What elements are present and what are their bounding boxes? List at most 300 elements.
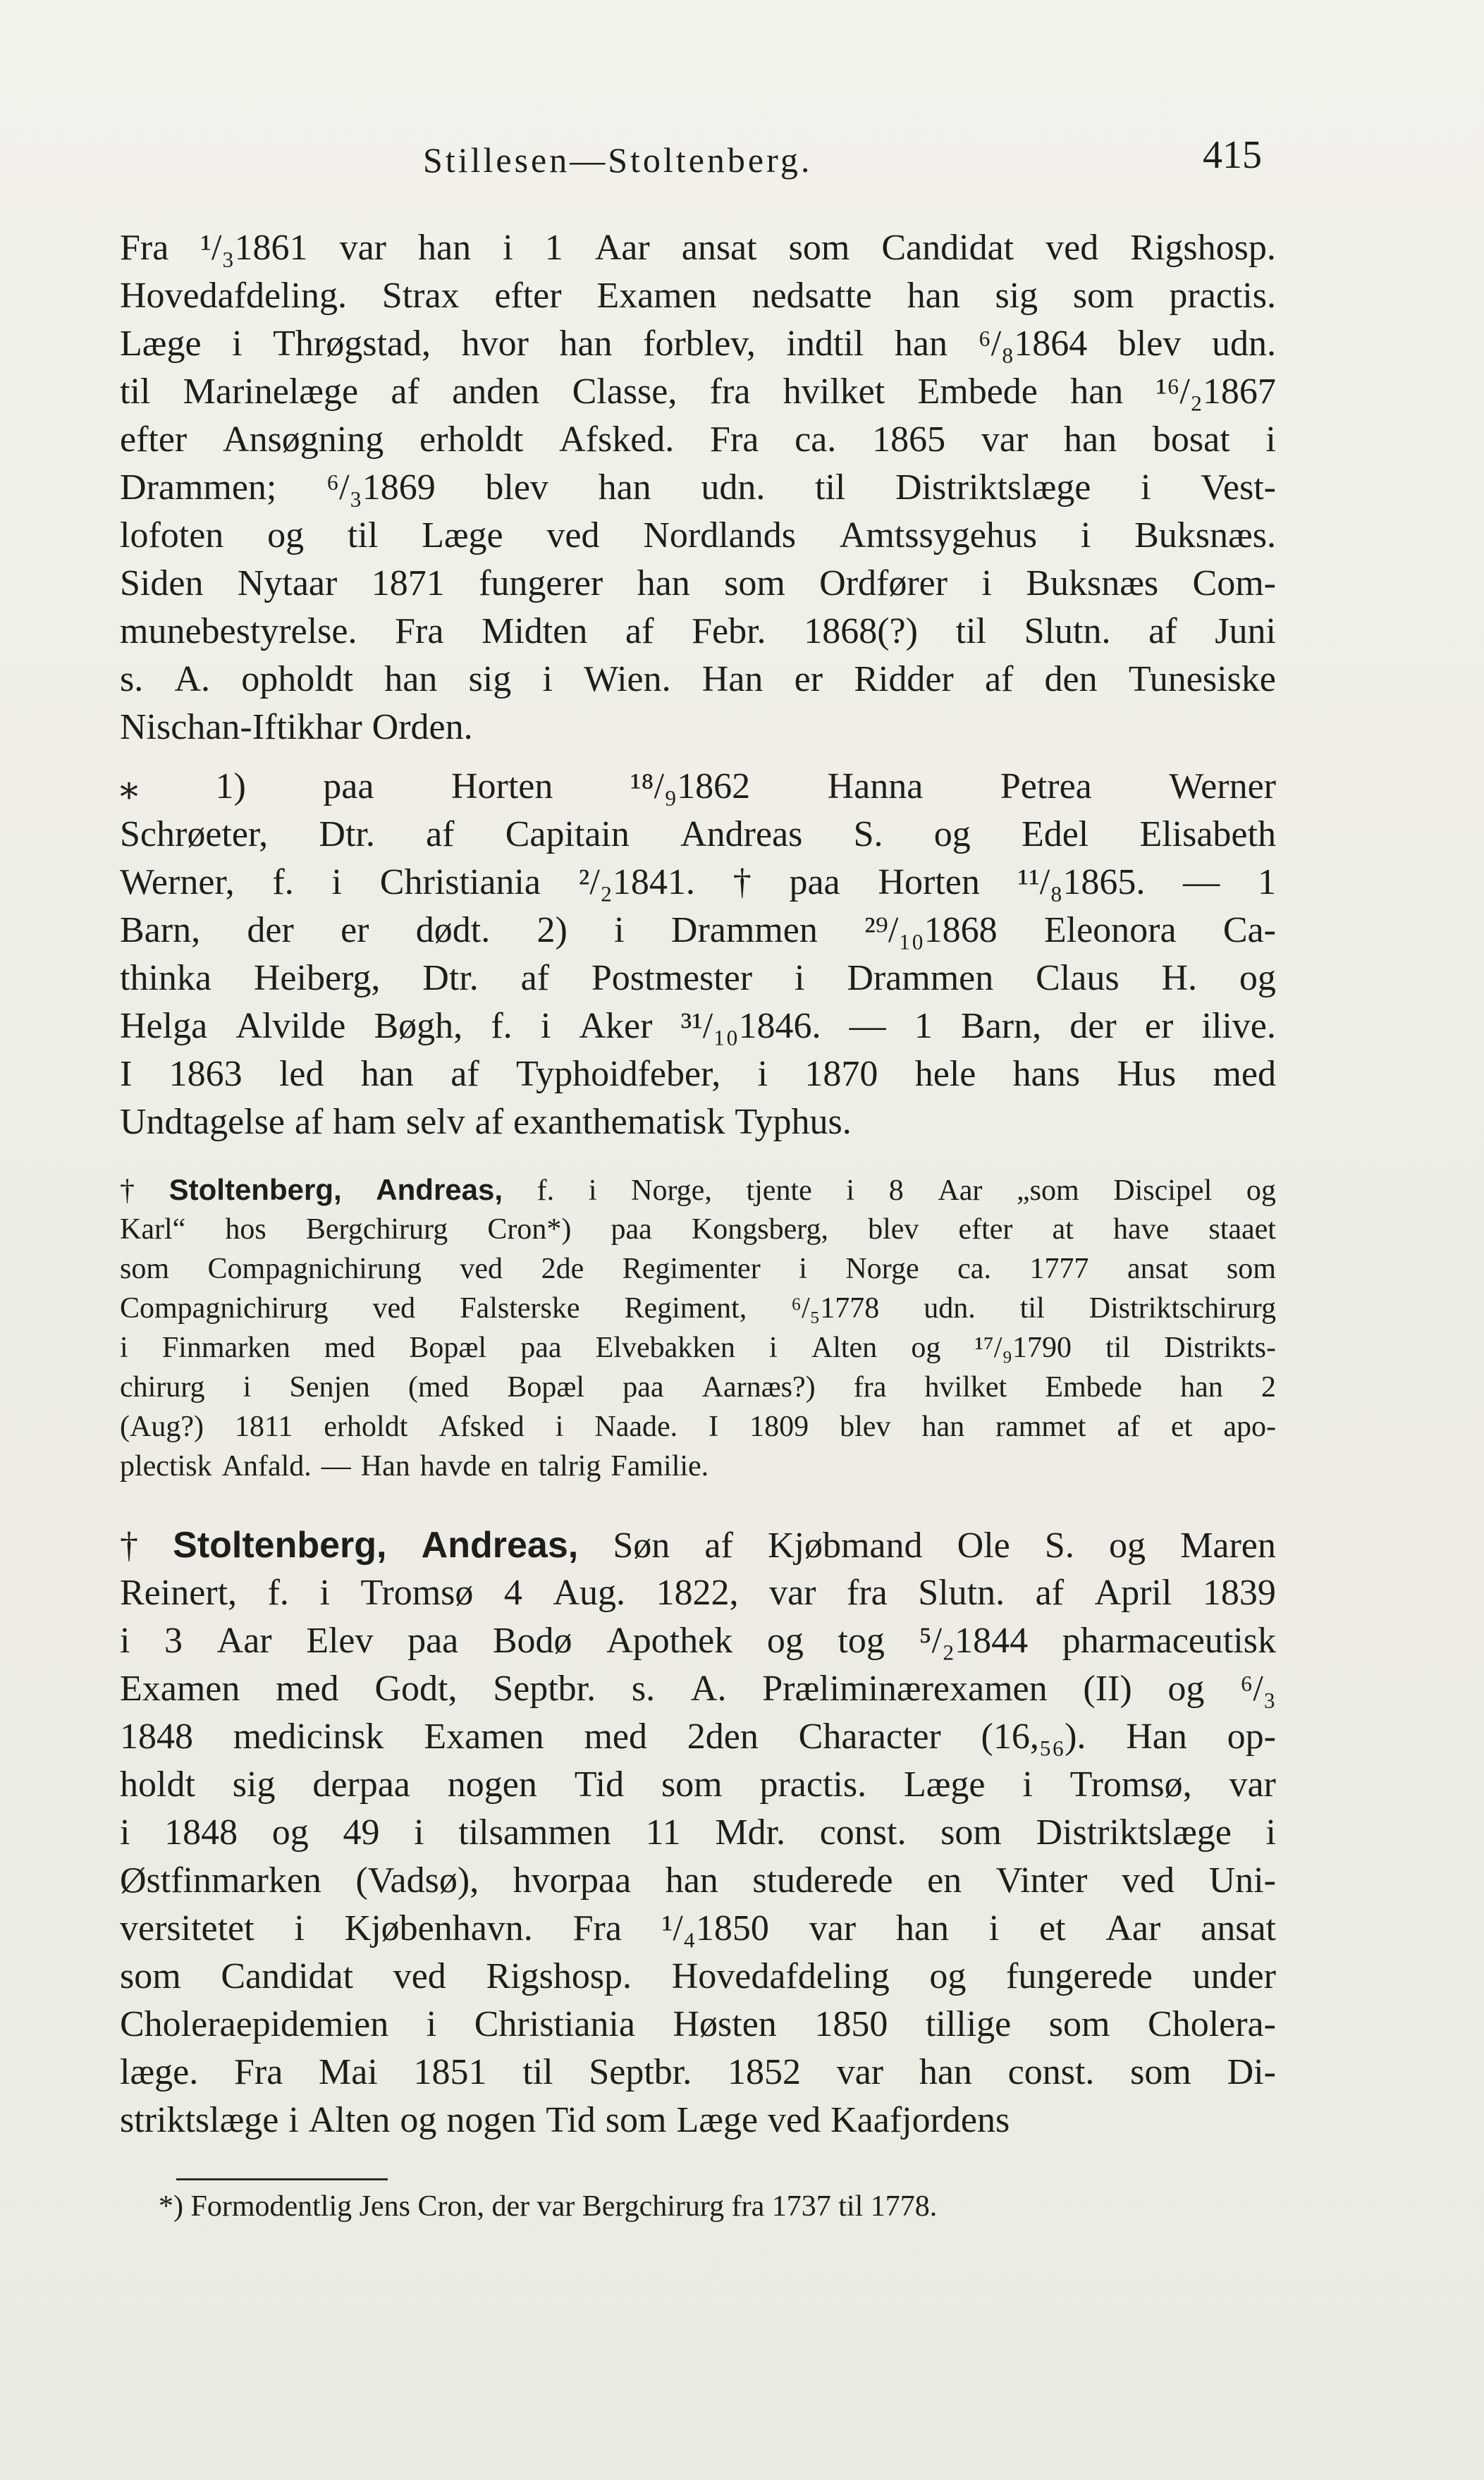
word: var — [339, 228, 386, 268]
word: han — [894, 324, 948, 364]
word: ved — [372, 1292, 416, 1325]
text-line — [120, 954, 1276, 1002]
word: Afsked. — [559, 419, 675, 460]
text-line — [120, 1521, 1276, 1569]
text-line — [120, 1809, 1276, 1857]
word: ilive. — [1201, 1006, 1276, 1046]
word: † — [120, 1526, 138, 1566]
word: apo- — [1223, 1411, 1276, 1443]
word: Buksnæs — [1026, 563, 1159, 603]
word: Distriktslæge — [1036, 1812, 1232, 1853]
word: han — [665, 1860, 718, 1901]
word: anden — [452, 372, 540, 412]
word: i — [799, 1253, 807, 1285]
word: i — [319, 1573, 330, 1613]
word: i — [555, 1411, 564, 1443]
word: Afsked — [439, 1411, 525, 1443]
word: Reinert, — [120, 1573, 238, 1613]
word: Nytaar — [237, 563, 338, 603]
word: var — [809, 1908, 857, 1948]
word: blev — [868, 1213, 919, 1246]
word: ⁵/₂1844 — [919, 1621, 1029, 1661]
word: fra — [847, 1573, 888, 1613]
word: og — [911, 1332, 941, 1364]
word: en — [927, 1860, 962, 1901]
word: Andreas — [680, 814, 803, 854]
word: Septbr. — [493, 1669, 596, 1709]
word: 1850 — [814, 2004, 888, 2044]
word: plectisk — [120, 1450, 212, 1483]
word: medicinsk — [233, 1717, 384, 1757]
word: Han — [701, 659, 764, 699]
word: Elev — [306, 1621, 374, 1661]
word: hans — [1012, 1054, 1080, 1094]
word: ¹⁶/₂1867 — [1155, 372, 1276, 412]
word: i — [988, 1908, 1000, 1948]
word: og — [271, 1812, 309, 1853]
text-line — [120, 859, 1276, 907]
word: i — [540, 1006, 551, 1046]
word: i — [1022, 1764, 1033, 1805]
word: † — [120, 1174, 135, 1207]
word: Tunesiske — [1128, 659, 1276, 699]
word: som — [605, 2100, 667, 2140]
word: Embede — [1045, 1371, 1142, 1404]
word: han — [1064, 419, 1117, 460]
text-line — [120, 1210, 1276, 1249]
word: sig — [232, 1764, 276, 1805]
word: Embede — [917, 372, 1038, 412]
word: Rigshosp. — [486, 1956, 632, 1996]
word: af — [294, 1102, 324, 1142]
word: Candidat — [881, 228, 1014, 268]
word: ⁶/₅1778 — [791, 1292, 880, 1325]
word: ³¹/₁₀1846. — [680, 1006, 821, 1046]
word: han — [598, 467, 651, 508]
word: sig — [468, 659, 512, 699]
footnote-divider — [176, 2178, 388, 2180]
word: 1868(?) — [804, 611, 918, 651]
word: Slutn. — [1024, 611, 1111, 651]
word: versitetet — [120, 1908, 255, 1948]
word: talrig — [538, 1450, 601, 1483]
word: 1809 — [749, 1411, 809, 1443]
text-line — [120, 704, 1276, 751]
word: Familie. — [611, 1450, 709, 1483]
word: 1 — [544, 228, 563, 268]
word: efter — [958, 1213, 1013, 1246]
word: Marinelæge — [183, 372, 359, 412]
word: og — [766, 1621, 804, 1661]
word: Norge, — [631, 1174, 712, 1207]
word: Han — [1126, 1717, 1187, 1757]
word: Wien. — [584, 659, 671, 699]
word: i — [1265, 419, 1276, 460]
word: s. — [631, 1669, 656, 1709]
entry-stoltenberg-andreas-elder — [120, 1170, 1276, 1486]
word: Choleraepidemien — [120, 2004, 389, 2044]
word: til — [1105, 1332, 1131, 1364]
word: fungerer — [479, 563, 603, 603]
word: 1811 — [234, 1411, 293, 1443]
word: I — [709, 1411, 719, 1443]
word: ¹⁷/₉1790 — [974, 1332, 1072, 1364]
word: havde — [419, 1450, 491, 1483]
word: opholdt — [241, 659, 354, 699]
word: af — [391, 372, 419, 412]
word: Schrøeter, — [120, 814, 269, 854]
word: Slutn. — [918, 1573, 1005, 1613]
word: han — [1180, 1371, 1223, 1404]
word: Nordlands — [643, 515, 796, 555]
word: Examen — [120, 1669, 240, 1709]
word: en — [501, 1450, 529, 1483]
word: erholdt — [419, 419, 524, 460]
word: 3 — [164, 1621, 183, 1661]
word: Kaafjordens — [830, 2100, 1010, 2140]
word: tilsammen — [458, 1812, 611, 1853]
word: nedsatte — [752, 276, 872, 316]
word: 1 — [914, 1006, 933, 1046]
word: April — [1094, 1573, 1172, 1613]
word: striktslæge — [120, 2100, 279, 2140]
word: nogen — [447, 1764, 537, 1805]
word: Nischan-Iftikhar — [120, 707, 362, 747]
word: udn. — [701, 467, 766, 508]
word: Han — [360, 1450, 410, 1483]
word: Christiania — [379, 862, 541, 902]
word: Ca- — [1222, 910, 1276, 950]
word: A. — [174, 659, 210, 699]
word: som — [1072, 276, 1134, 316]
word: Febr. — [692, 611, 766, 651]
word: af — [1117, 1411, 1141, 1443]
word: Rigshosp. — [1130, 228, 1276, 268]
text-line — [120, 763, 1276, 811]
word: som — [724, 563, 785, 603]
word: Werner, — [120, 862, 235, 902]
word: I — [120, 1054, 133, 1094]
word: ¹/₃1861 — [200, 228, 308, 268]
word: chirurg — [120, 1371, 205, 1404]
word: Tid — [574, 1764, 625, 1805]
word: Ridder — [854, 659, 954, 699]
word: i — [331, 862, 342, 902]
word: af — [450, 1054, 479, 1094]
word: (med — [407, 1371, 470, 1404]
word: Aarnæs?) — [701, 1371, 816, 1404]
word: Candidat — [221, 1956, 354, 1996]
word: med — [276, 1669, 339, 1709]
word: af — [1148, 611, 1177, 651]
word: Hus — [1117, 1054, 1177, 1094]
word: S. — [853, 814, 883, 854]
word: Edel — [1021, 814, 1089, 854]
word: 2 — [1261, 1371, 1276, 1404]
text-line — [120, 1617, 1276, 1665]
word: practis. — [1169, 276, 1276, 316]
word: — — [849, 1006, 886, 1046]
word: af — [426, 814, 455, 854]
word: i — [1265, 1812, 1276, 1853]
running-head: Stillesen—Stoltenberg. — [423, 140, 813, 180]
word: af — [625, 611, 654, 651]
word: Helga — [120, 1006, 208, 1046]
page-number: 415 — [1203, 133, 1262, 177]
word: der — [247, 910, 294, 950]
word: et — [1171, 1411, 1193, 1443]
word: paa — [520, 1332, 562, 1364]
word: 1848 — [120, 1717, 193, 1757]
word: Regimenter — [622, 1253, 761, 1285]
word: Eleonora — [1043, 910, 1177, 950]
word: den — [1044, 659, 1098, 699]
word: under — [1192, 1956, 1276, 1996]
word: hele — [914, 1054, 976, 1094]
text-line — [120, 2001, 1276, 2049]
word: munebestyrelse. — [120, 611, 357, 651]
word: til — [815, 467, 846, 508]
word: Aar — [594, 228, 650, 268]
word: fungerede — [1006, 1956, 1153, 1996]
word: Andreas, — [376, 1173, 503, 1206]
word: nogen — [446, 2100, 536, 2140]
text-line — [120, 1328, 1276, 1368]
word: tjente — [746, 1174, 812, 1207]
text-line — [120, 1170, 1276, 1210]
word: er — [1144, 1006, 1174, 1046]
word: Siden — [120, 563, 204, 603]
word: 2de — [541, 1253, 584, 1285]
word: i — [120, 1812, 130, 1853]
word: Aar — [216, 1621, 272, 1661]
word: Character — [798, 1717, 941, 1757]
word: udn. — [924, 1292, 976, 1325]
word: i — [503, 228, 513, 268]
word: Fra — [395, 611, 444, 651]
word: have — [1112, 1213, 1170, 1246]
word: Discipel — [1113, 1174, 1213, 1207]
text-line — [120, 416, 1276, 464]
word: i — [414, 1812, 424, 1853]
word: 2) — [536, 910, 568, 950]
word: Finmarken — [161, 1332, 290, 1364]
word: 1852 — [727, 2052, 801, 2092]
word: Kjøbmand — [767, 1526, 923, 1566]
word: Hovedafdeling — [671, 1956, 890, 1996]
word: blev — [1117, 324, 1182, 364]
word: Falsterske — [460, 1292, 580, 1325]
word: Fra — [572, 1908, 622, 1948]
word: S. — [1044, 1526, 1074, 1566]
text-line — [120, 1289, 1276, 1328]
word: 1777 — [1029, 1253, 1089, 1285]
text-line — [120, 1407, 1276, 1447]
word: Heiberg, — [253, 958, 381, 998]
word: Kongsberg, — [691, 1213, 828, 1246]
word: han — [921, 1411, 965, 1443]
word: (II) — [1083, 1669, 1132, 1709]
page-header — [120, 133, 1262, 189]
word: som — [120, 1253, 170, 1285]
word: ansat — [1201, 1908, 1276, 1948]
word: at — [1052, 1213, 1074, 1246]
word: og — [1246, 1174, 1276, 1207]
text-line — [120, 1713, 1276, 1761]
word: Bopæl — [409, 1332, 487, 1364]
word: Kjøbenhavn. — [344, 1908, 533, 1948]
word: f. — [267, 1573, 289, 1613]
word: Dtr. — [422, 958, 479, 998]
word: Di- — [1227, 2052, 1276, 2092]
word: 1) — [215, 766, 246, 806]
text-line — [120, 368, 1276, 416]
word: Drammen — [670, 910, 818, 950]
word: ⁶/₃1869 — [326, 467, 436, 508]
word: med — [584, 1717, 647, 1757]
word: i — [769, 1332, 778, 1364]
word: Typhoidfeber, — [516, 1054, 721, 1094]
word: tillige — [925, 2004, 1012, 2044]
word: blev — [485, 467, 548, 508]
word: ²⁹/₁₀1868 — [864, 910, 998, 950]
word: Postmester — [591, 958, 753, 998]
word: paa — [407, 1621, 459, 1661]
word: selv — [405, 1102, 465, 1142]
word: Distrikts- — [1164, 1332, 1276, 1364]
word: const. — [1007, 2052, 1095, 2092]
word: ⁶/₃ — [1240, 1669, 1276, 1709]
word: af — [520, 958, 550, 998]
word: Søn — [613, 1526, 670, 1566]
word: 49 — [343, 1812, 380, 1853]
word: i — [1141, 467, 1151, 508]
word: Aar — [938, 1174, 983, 1207]
word: Cholera- — [1148, 2004, 1276, 2044]
word: f. — [272, 862, 294, 902]
word: holdt — [120, 1764, 195, 1805]
word: Høsten — [673, 2004, 777, 2044]
word: Cron*) — [487, 1213, 572, 1246]
word: i — [981, 563, 992, 603]
word: 1822, — [656, 1573, 739, 1613]
word: f. — [491, 1006, 513, 1046]
word: han — [384, 659, 438, 699]
word: A. — [690, 1669, 727, 1709]
word: Bodø — [492, 1621, 572, 1661]
word: indtil — [786, 324, 864, 364]
footnote: *) Formodentlig Jens Cron, der var Bergchirurg fra 1737 til 1778. — [159, 2190, 938, 2223]
text-line — [120, 1447, 1276, 1486]
word: 1863 — [168, 1054, 243, 1094]
word: og — [933, 814, 971, 854]
word: exanthematisk — [513, 1102, 725, 1142]
word: sig — [995, 276, 1038, 316]
word: lofoten — [120, 515, 224, 555]
word: som — [788, 228, 850, 268]
word: der — [1069, 1006, 1117, 1046]
word: Com- — [1192, 563, 1276, 603]
word: Norge — [845, 1253, 919, 1285]
word: 1851 — [413, 2052, 487, 2092]
text-line — [120, 656, 1276, 704]
text-line — [120, 1857, 1276, 1905]
word: ansat — [681, 228, 757, 268]
word: som — [661, 1764, 723, 1805]
word: Distriktslæge — [895, 467, 1091, 508]
word: Hanna — [827, 766, 924, 806]
word: Drammen — [847, 958, 994, 998]
word: ¹/₄1850 — [661, 1908, 769, 1948]
word: dødt. — [415, 910, 491, 950]
word: Fra — [710, 419, 759, 460]
word: han — [360, 1054, 414, 1094]
word: Capitain — [505, 814, 630, 854]
word: 1 — [1257, 862, 1276, 902]
word: paa — [611, 1213, 652, 1246]
word: 1839 — [1202, 1573, 1276, 1613]
word: blev — [840, 1411, 891, 1443]
word: ved — [546, 515, 600, 555]
word: const. — [819, 1812, 907, 1853]
word: med — [324, 1332, 376, 1364]
word: i — [294, 1908, 305, 1948]
word: Barn, — [961, 1006, 1042, 1046]
text-line — [120, 1098, 1276, 1146]
word: — — [321, 1450, 351, 1483]
word: i — [120, 1332, 128, 1364]
word: Examen — [596, 276, 717, 316]
word: efter — [120, 419, 188, 460]
word: til — [1019, 1292, 1045, 1325]
word: som — [120, 1956, 181, 1996]
word: Læge — [676, 2100, 759, 2140]
word: med — [1213, 1054, 1276, 1094]
word: Karl“ — [120, 1213, 186, 1246]
word: til — [955, 611, 986, 651]
word: Mdr. — [715, 1812, 786, 1853]
word: hos — [225, 1213, 266, 1246]
text-line — [120, 512, 1276, 560]
word: i — [288, 2100, 299, 2140]
word: Tromsø, — [1069, 1764, 1192, 1805]
word: han — [559, 324, 613, 364]
word: og — [929, 1956, 967, 1996]
paragraph-career — [120, 224, 1276, 751]
word: ansat — [1127, 1253, 1189, 1285]
word: paa — [789, 862, 840, 902]
word: han — [895, 1908, 949, 1948]
word: Ordfører — [819, 563, 948, 603]
word: practis. — [759, 1764, 867, 1805]
word: forblev, — [643, 324, 756, 364]
word: af — [704, 1526, 733, 1566]
word: Læge — [903, 1764, 986, 1805]
word: Horten — [450, 766, 553, 806]
word: hvorpaa — [513, 1860, 632, 1901]
word: Tromsø — [360, 1573, 474, 1613]
word: af — [474, 1102, 504, 1142]
word: Andreas, — [421, 1525, 579, 1566]
word: ¹¹/₈1865. — [1017, 862, 1146, 902]
word: 1870 — [804, 1054, 878, 1094]
word: Distriktschirurg — [1089, 1292, 1276, 1325]
word: Bøgh, — [374, 1006, 463, 1046]
word: Aug. — [553, 1573, 625, 1613]
word: i — [426, 2004, 437, 2044]
text-line — [120, 272, 1276, 320]
word: ca. — [795, 419, 837, 460]
